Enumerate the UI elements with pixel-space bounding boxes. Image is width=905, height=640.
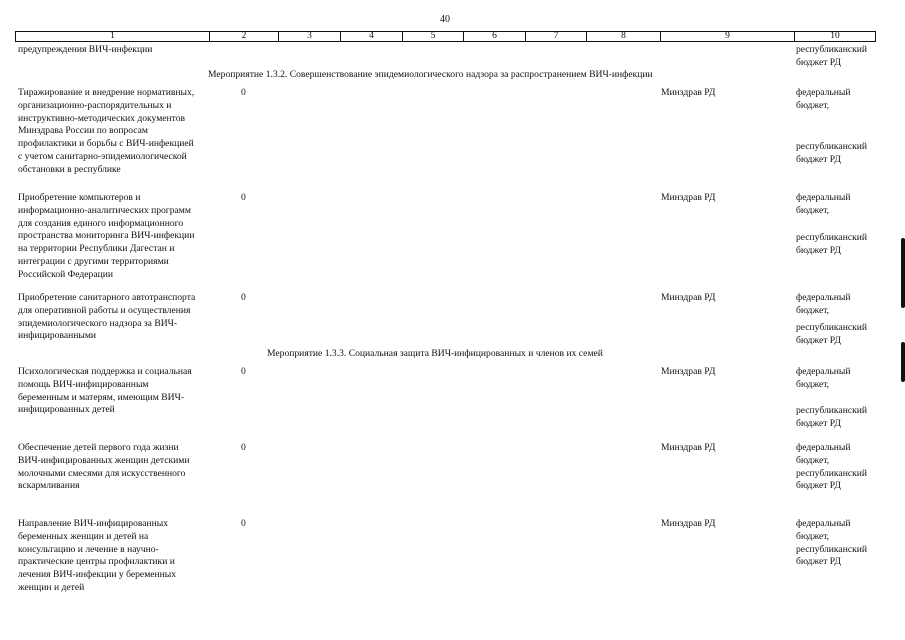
column-header: 5: [403, 32, 464, 42]
text-line: Обеспечение детей первого года жизни: [18, 442, 179, 453]
column-header: 7: [526, 32, 587, 42]
continuation-description: [18, 44, 152, 57]
column-header: 6: [464, 32, 526, 42]
row-funding-primary: [796, 518, 867, 569]
column-header-row: [16, 32, 876, 42]
column-header: 4: [341, 32, 403, 42]
text-line: федеральный: [796, 366, 851, 377]
row-funding-secondary: [796, 232, 867, 258]
text-line: предупреждения ВИЧ-инфекции: [18, 44, 153, 55]
text-line: организационно-распорядительных и: [18, 99, 172, 111]
row-value: 0: [241, 518, 246, 529]
row-description: [18, 292, 195, 343]
text-line: Направление ВИЧ-инфицированных: [18, 518, 169, 529]
column-header: 10: [795, 32, 876, 42]
text-line: бюджет РД: [796, 153, 841, 165]
row-value: 0: [241, 192, 246, 203]
column-header-table: [15, 31, 876, 42]
row-funding-primary: [796, 442, 867, 493]
text-line: республиканский: [796, 141, 868, 152]
text-line: информационно-аналитических программ: [18, 204, 191, 216]
text-line: Тиражирование и внедрение нормативных,: [18, 87, 195, 98]
scan-edge-mark: [901, 342, 905, 382]
text-line: Минздрава России по вопросам: [18, 125, 148, 137]
text-line: республиканский: [796, 543, 868, 555]
row-funding-primary: [796, 87, 851, 113]
row-description: [18, 192, 194, 282]
text-line: инструктивно-методических документов: [18, 112, 186, 124]
text-line: на территории Республики Дагестан и: [18, 243, 175, 255]
text-line: молочными смесями для искусственного: [18, 467, 186, 479]
column-header: 2: [210, 32, 279, 42]
text-line: практические центры профилактики и: [18, 556, 175, 568]
text-line: помощь ВИЧ-инфицированным: [18, 378, 149, 390]
text-line: пространства мониторинга ВИЧ-инфекции: [18, 230, 195, 242]
text-line: бюджет,: [796, 204, 830, 216]
text-line: бюджет,: [796, 454, 830, 466]
text-line: консультацию и лечение в научно-: [18, 543, 159, 555]
text-line: бюджет РД: [796, 480, 841, 492]
column-header: 3: [279, 32, 341, 42]
text-line: республиканский: [796, 467, 868, 479]
row-description: [18, 87, 194, 177]
scan-edge-mark: [901, 238, 905, 308]
row-funding-secondary: [796, 141, 867, 167]
text-line: республиканский: [796, 322, 868, 333]
text-line: бюджет РД: [796, 244, 841, 256]
text-line: женщин и детей: [18, 581, 85, 593]
text-line: федеральный: [796, 518, 851, 529]
row-value: 0: [241, 442, 246, 453]
text-line: для создания единого информационного: [18, 217, 184, 229]
text-line: бюджет РД: [796, 417, 841, 429]
text-line: бюджет РД: [796, 56, 841, 68]
text-line: Приобретение санитарного автотранспорта: [18, 292, 196, 303]
section-title: Мероприятие 1.3.2. Совершенствование эпидемиологического надзора за распространением ВИЧ-инфекции: [208, 69, 653, 80]
row-description: [18, 518, 176, 595]
row-funding-secondary: [796, 405, 867, 431]
text-line: с учетом санитарно-эпидемиологической: [18, 150, 187, 162]
row-funding-secondary: [796, 322, 867, 348]
text-line: ВИЧ-инфицированных женщин детскими: [18, 454, 190, 466]
text-line: бюджет,: [796, 99, 830, 111]
row-funding-primary: [796, 192, 851, 218]
row-organization: Минздрав РД: [661, 292, 716, 303]
text-line: бюджет РД: [796, 334, 841, 346]
text-line: Психологическая поддержка и социальная: [18, 366, 192, 377]
column-header: 1: [16, 32, 210, 42]
row-organization: Минздрав РД: [661, 87, 716, 98]
row-description: [18, 442, 189, 493]
row-value: 0: [241, 292, 246, 303]
row-organization: Минздрав РД: [661, 192, 716, 203]
row-organization: Минздрав РД: [661, 442, 716, 453]
text-line: федеральный: [796, 442, 851, 453]
text-line: Приобретение компьютеров и: [18, 192, 141, 203]
row-funding-primary: [796, 366, 851, 392]
row-value: 0: [241, 87, 246, 98]
text-line: республиканский: [796, 405, 868, 416]
row-organization: Минздрав РД: [661, 518, 716, 529]
text-line: федеральный: [796, 192, 851, 203]
text-line: лечения ВИЧ-инфекции у беременных: [18, 569, 177, 581]
text-line: республиканский: [796, 44, 868, 55]
column-header: 8: [587, 32, 661, 42]
page-number: 40: [440, 14, 450, 25]
text-line: для оперативной работы и осуществления: [18, 304, 191, 316]
row-funding-primary: [796, 292, 851, 318]
text-line: бюджет,: [796, 530, 830, 542]
text-line: бюджет,: [796, 378, 830, 390]
row-description: [18, 366, 192, 417]
text-line: вскармливания: [18, 480, 80, 492]
text-line: инфицированных детей: [18, 404, 115, 416]
text-line: профилактики и борьбы с ВИЧ-инфекцией: [18, 138, 194, 150]
column-header: 9: [661, 32, 795, 42]
text-line: республиканский: [796, 232, 868, 243]
row-organization: Минздрав РД: [661, 366, 716, 377]
text-line: федеральный: [796, 87, 851, 98]
text-line: бюджет РД: [796, 556, 841, 568]
continuation-funding: [796, 44, 867, 70]
text-line: обстановки в республике: [18, 163, 121, 175]
text-line: инфицированными: [18, 330, 97, 342]
text-line: беременных женщин и детей на: [18, 530, 149, 542]
section-title: Мероприятие 1.3.3. Социальная защита ВИЧ-инфицированных и членов их семей: [267, 348, 603, 359]
text-line: беременным и матерям, имеющим ВИЧ-: [18, 391, 185, 403]
text-line: бюджет,: [796, 304, 830, 316]
row-value: 0: [241, 366, 246, 377]
text-line: федеральный: [796, 292, 851, 303]
text-line: Российской Федерации: [18, 268, 113, 280]
text-line: интеграции с другими территориями: [18, 255, 169, 267]
text-line: эпидемиологического надзора за ВИЧ-: [18, 317, 178, 329]
